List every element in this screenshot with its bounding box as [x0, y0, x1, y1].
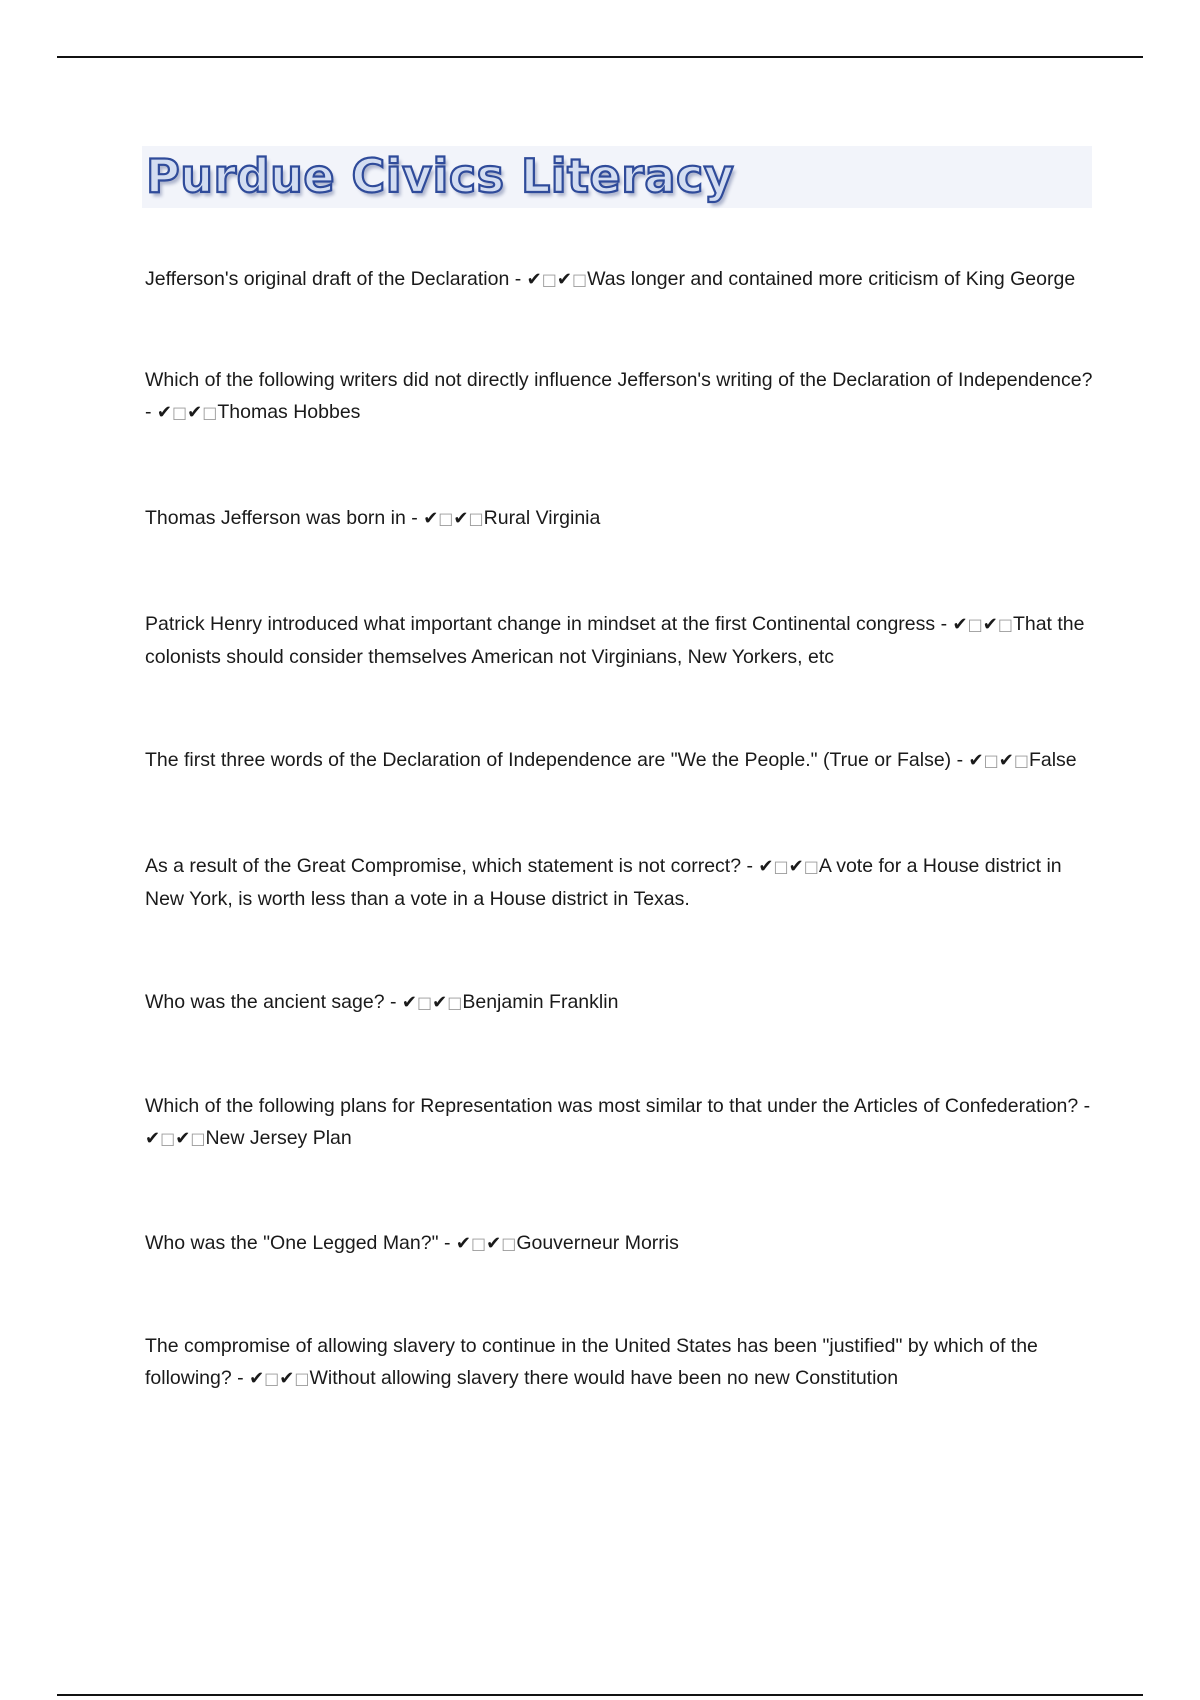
qa-item: As a result of the Great Compromise, which statement is not correct? - ✔□✔□A vote for a House district in New York, is worth less than a vote in a House district in Texas. — [145, 855, 1062, 910]
qa-item: The first three words of the Declaration of Independence are "We the People." (True or False) - ✔□✔□False — [145, 749, 1077, 771]
title-banner — [142, 146, 1092, 208]
box-icon: □ — [501, 1234, 517, 1253]
question-text: Which of the following plans for Representation was most similar to that under the Articles of Confederation? — [145, 1095, 1079, 1117]
answer-text: Was longer and contained more criticism of King George — [587, 268, 1076, 290]
box-icon: □ — [190, 1129, 206, 1148]
box-icon: □ — [447, 993, 463, 1012]
qa-item: Which of the following writers did not directly influence Jefferson's writing of the Declaration of Independence? - ✔□✔□Thomas Hobbes — [145, 369, 1093, 423]
check-box-marks — [456, 1233, 516, 1254]
question-text: Thomas Jefferson was born in — [145, 507, 406, 529]
answer-text: Without allowing slavery there would have been no new Constitution — [309, 1367, 899, 1389]
check-icon: ✔ — [187, 402, 203, 423]
box-icon: □ — [773, 857, 789, 876]
qa-item: Who was the "One Legged Man?" - ✔□✔□Gouverneur Morris — [145, 1232, 679, 1254]
box-icon: □ — [468, 509, 484, 528]
answer-text: Gouverneur Morris — [516, 1232, 679, 1254]
check-box-marks — [423, 508, 483, 529]
check-box-marks — [145, 1128, 205, 1149]
box-icon: □ — [294, 1369, 310, 1388]
check-icon: ✔ — [526, 269, 542, 290]
question-text: The compromise of allowing slavery to continue in the United States has been "justified" by which of the following? — [145, 1335, 1038, 1389]
qa-item: Who was the ancient sage? - ✔□✔□Benjamin Franklin — [145, 991, 619, 1013]
box-icon: □ — [997, 615, 1013, 634]
box-icon: □ — [264, 1369, 280, 1388]
box-icon: □ — [983, 751, 999, 770]
box-icon: □ — [571, 270, 588, 289]
qa-list — [145, 263, 1100, 1395]
answer-text: A vote for a House district in New York, is worth less than a vote in a House district in Texas. — [145, 855, 1062, 910]
check-icon: ✔ — [968, 750, 984, 771]
box-icon: □ — [967, 615, 983, 634]
answer-text: That the colonists should consider themselves American not Virginians, New Yorkers, etc — [145, 613, 1085, 668]
document-title: Purdue Civics Literacy — [146, 149, 735, 203]
check-icon: ✔ — [788, 856, 804, 877]
check-icon: ✔ — [998, 750, 1014, 771]
box-icon: □ — [1013, 751, 1029, 770]
question-text: Who was the ancient sage? — [145, 991, 385, 1013]
check-box-marks — [969, 750, 1029, 771]
question-text: Patrick Henry introduced what important change in mindset at the first Continental congress — [145, 613, 936, 635]
check-icon: ✔ — [145, 1128, 161, 1149]
check-icon: ✔ — [401, 992, 417, 1013]
box-icon: □ — [438, 509, 454, 528]
question-text: As a result of the Great Compromise, which statement is not correct? — [145, 855, 742, 877]
box-icon: □ — [172, 403, 188, 422]
question-text: Which of the following writers did not directly influence Jefferson's writing of the Declaration of Independence? — [145, 369, 1093, 391]
check-box-marks — [249, 1368, 309, 1389]
box-icon: □ — [803, 857, 819, 876]
check-icon: ✔ — [556, 269, 572, 290]
check-box-marks — [953, 614, 1013, 635]
question-text: Jefferson's original draft of the Declaration — [145, 268, 510, 290]
box-icon: □ — [541, 270, 557, 289]
check-icon: ✔ — [453, 508, 469, 529]
answer-text: New Jersey Plan — [205, 1127, 352, 1149]
qa-item: Which of the following plans for Representation was most similar to that under the Articles of Confederation? - ✔□✔□New Jersey Plan — [145, 1095, 1091, 1149]
answer-text: Thomas Hobbes — [217, 401, 361, 423]
qa-item: Thomas Jefferson was born in - ✔□✔□Rural Virginia — [145, 507, 601, 529]
box-icon: □ — [202, 403, 218, 422]
qa-item: Jefferson's original draft of the Declaration - ✔□✔□Was longer and contained more criticism of King George — [145, 268, 1076, 290]
box-icon: □ — [470, 1234, 487, 1253]
check-icon: ✔ — [249, 1368, 265, 1389]
check-icon: ✔ — [952, 614, 968, 635]
question-text: The first three words of the Declaration of Independence are "We the People." (True or False) — [145, 749, 952, 771]
question-text: Who was the "One Legged Man?" — [145, 1232, 439, 1254]
check-icon: ✔ — [432, 992, 448, 1013]
check-icon: ✔ — [455, 1233, 471, 1254]
answer-text: Benjamin Franklin — [462, 991, 619, 1013]
qa-item: The compromise of allowing slavery to continue in the United States has been "justified" by which of the following? - ✔□✔□Without allowing slavery there would have been no new Constitution — [145, 1335, 1038, 1389]
check-box-marks — [402, 992, 462, 1013]
box-icon: □ — [417, 993, 433, 1012]
check-icon: ✔ — [982, 614, 998, 635]
check-box-marks — [527, 269, 587, 290]
bottom-rule — [57, 1694, 1143, 1696]
check-icon: ✔ — [758, 856, 774, 877]
check-icon: ✔ — [486, 1233, 502, 1254]
top-rule — [57, 56, 1143, 58]
qa-item: Patrick Henry introduced what important change in mindset at the first Continental congress - ✔□✔□That the colonists should consider themselves American not Virginians, New Yorkers, etc — [145, 613, 1085, 668]
check-icon: ✔ — [175, 1128, 191, 1149]
answer-text: False — [1028, 749, 1077, 771]
check-icon: ✔ — [423, 508, 439, 529]
answer-text: Rural Virginia — [483, 507, 601, 529]
check-icon: ✔ — [156, 402, 173, 423]
check-icon: ✔ — [279, 1368, 295, 1389]
check-box-marks — [758, 856, 818, 877]
check-box-marks — [157, 402, 217, 423]
box-icon: □ — [160, 1129, 176, 1148]
